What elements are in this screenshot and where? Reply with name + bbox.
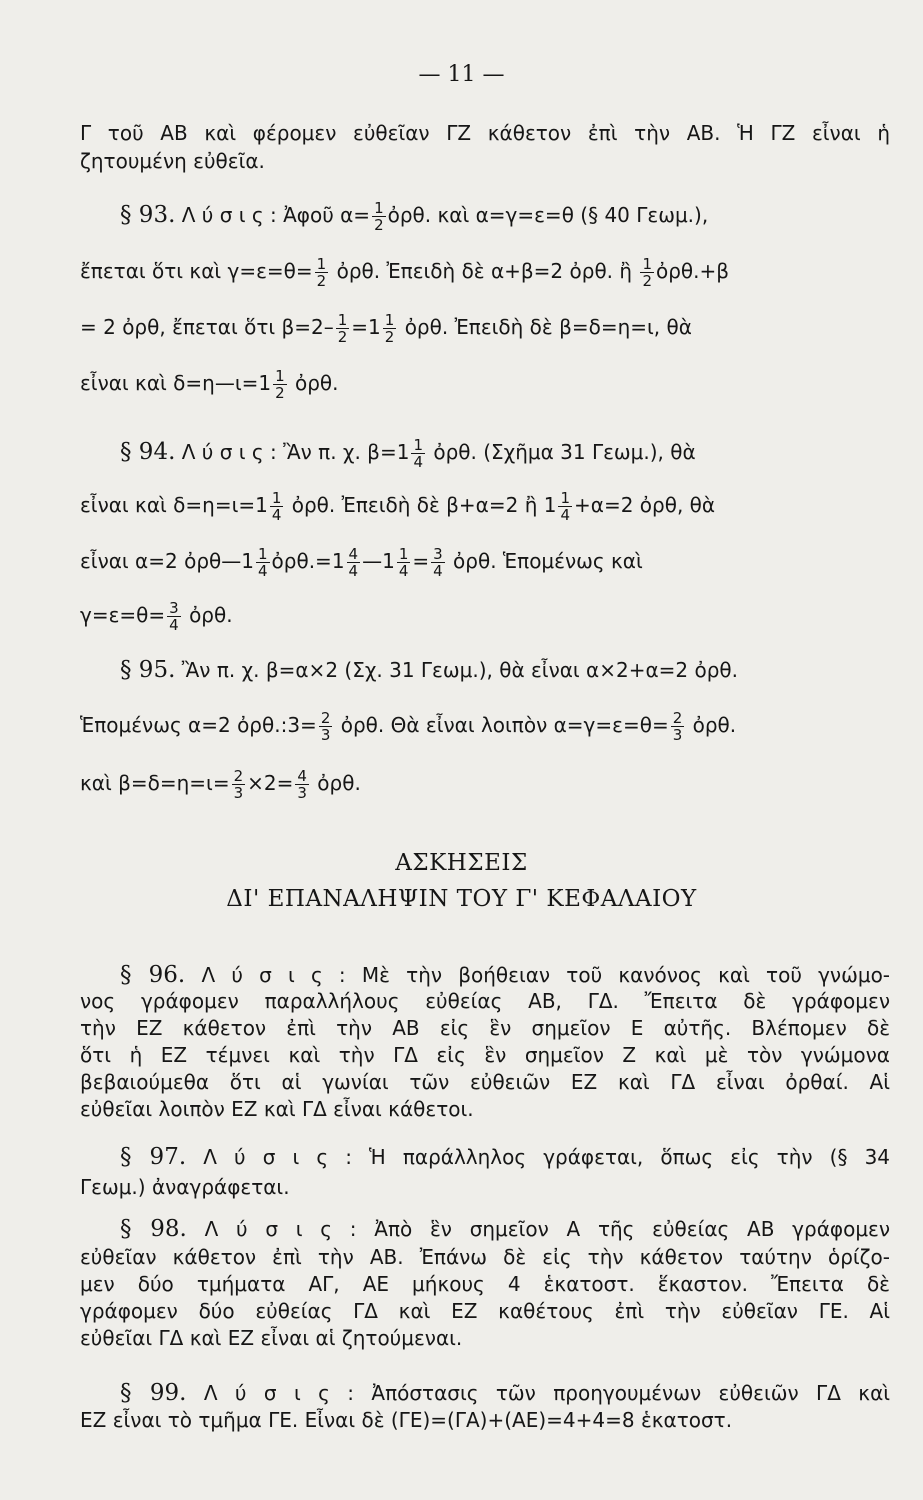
text-span: ὀρθ. Ἐπειδὴ δὲ α+β=2 ὀρθ. ἢ [336,259,633,283]
paragraph-99-line-1 [80,1380,890,1406]
text-span: Ἂν π. χ. β=α×2 (Σχ. 31 Γεωμ.), θὰ εἶναι α×2+α=2 ὀρθ. [181,658,739,682]
paragraph-93-line-1 [80,200,890,233]
text-span: Ἂν π. χ. β=1 [283,440,410,464]
paragraph-93-line-4 [80,368,890,401]
text-span: Μὲ τὴν βοήθειαν τοῦ κανόνος καὶ τοῦ γνώμο- [361,963,890,987]
fraction: $\frac{1}{2}$ [316,256,327,289]
text-span: =1 [351,315,381,339]
exercises-subheading: ΔΙ' ΕΠΑΝΑΛΗΨΙΝ ΤΟΥ Γ' ΚΕΦΑΛΑΙΟΥ [226,886,697,912]
text-line: νος γράφομεν παραλλήλους εὐθείας ΑΒ, ΓΔ. Ἔπειτα δὲ γράφομεν [80,989,890,1013]
text-span: ὀρθ. (Σχῆμα 31 Γεωμ.), θὰ [433,440,696,464]
fraction: $\frac{1}{2}$ [374,200,384,233]
section-number: § 99. [120,1380,187,1406]
fraction: $\frac{3}{4}$ [433,546,443,579]
text-span: Ἡ παράλληλος γράφεται, ὅπως εἰς τὴν (§ 34 [369,1145,890,1169]
text-line: Γεωμ.) ἀναγράφεται. [80,1175,290,1199]
paragraph-94-line-2 [80,490,890,523]
text-line: τὴν ΕΖ κάθετον ἐπὶ τὴν ΑΒ εἰς ἓν σημεῖον Ε αὐτῆς. Βλέπομεν δὲ [80,1016,890,1040]
text-span: ὀρθ. Ἐπειδὴ δὲ β+α=2 ἢ 1 [291,493,557,517]
text-span: ὀρθ.+β [655,259,730,283]
text-line: γράφομεν δύο εὐθείας ΓΔ καὶ ΕΖ καθέτους ἐπὶ τὴν εὐθεῖαν ΓΕ. Αἱ [80,1299,890,1323]
fraction: $\frac{1}{2}$ [275,368,285,401]
solution-label: Λ ύ σ ι ς : [203,1145,352,1169]
fraction: $\frac{1}{2}$ [642,256,652,289]
solution-label: Λ ύ σ ι ς : [181,440,277,464]
page-number: — 11 — [418,62,505,87]
fraction: $\frac{1}{4}$ [398,546,409,579]
text-line: ΕΖ εἶναι τὸ τμῆμα ΓΕ. Εἶναι δὲ (ΓΕ)=(ΓΑ)+(ΑΕ)=4+4=8 ἑκατοστ. [80,1408,733,1432]
text-span: γ=ε=θ= [80,603,166,627]
text-span: ὀρθ. [189,603,233,627]
text-line: μεν δύο τμήματα ΑΓ, ΑΕ μήκους 4 ἑκατοστ. ἕκαστον. Ἔπειτα δὲ [80,1272,890,1296]
text-span: καὶ β=δ=η=ι= [80,771,230,795]
section-number: § 94. [120,439,176,465]
paragraph-95-line-2 [80,710,890,743]
solution-label: Λ ύ σ ι ς : [203,1381,355,1405]
text-line: βεβαιούμεθα ὅτι αἱ γωνίαι τῶν εὐθειῶν ΕΖ καὶ ΓΔ εἶναι ὀρθαί. Αἱ [80,1070,890,1094]
paragraph-97-line-1 [80,1144,890,1170]
section-number: § 96. [120,962,186,988]
text-span: ὀρθ. [294,371,339,395]
paragraph-94-line-4 [80,600,890,633]
text-span: εἶναι καὶ δ=η—ι=1 [80,371,272,395]
section-number: § 93. [120,202,176,228]
text-span: ὀρθ. Ἐπειδὴ δὲ β=δ=η=ι, θὰ [404,315,692,339]
text-line: εὐθεῖαι ΓΔ καὶ ΕΖ εἶναι αἱ ζητούμεναι. [80,1326,463,1350]
solution-label: Λ ύ σ ι ς : [204,1217,357,1241]
fraction: $\frac{1}{4}$ [257,546,268,579]
fraction: $\frac{2}{3}$ [233,768,244,801]
solution-label: Λ ύ σ ι ς : [201,963,346,987]
text-span: εἶναι α=2 ὀρθ—1 [80,549,254,573]
fraction: $\frac{4}{4}$ [348,546,359,579]
section-number: § 98. [120,1216,187,1242]
text-span: ×2= [247,771,294,795]
text-span: = [412,549,430,573]
text-span: ὀρθ. [317,771,361,795]
text-span: ὀρθ. [692,713,737,737]
paragraph-98-line-1 [80,1216,890,1242]
text-span: Ἀφοῦ α= [283,203,371,227]
text-span: —1 [362,549,395,573]
text-line: εὐθεῖαι λοιπὸν ΕΖ καὶ ΓΔ εἶναι κάθετοι. [80,1097,474,1121]
text-span: ὀρθ. καὶ α=γ=ε=θ (§ 40 Γεωμ.), [387,203,709,227]
fraction: $\frac{2}{3}$ [320,710,331,743]
exercises-heading: ΑΣΚΗΣΕΙΣ [395,850,528,876]
fraction: $\frac{1}{4}$ [271,490,282,523]
text-span: Ἑπομένως α=2 ὀρθ.:3= [80,713,317,737]
fraction: $\frac{2}{3}$ [672,710,683,743]
fraction: $\frac{1}{4}$ [413,437,423,470]
fraction: $\frac{1}{2}$ [384,312,395,345]
paragraph-94-line-3 [80,546,890,579]
paragraph-95-line-3 [80,768,890,801]
text-line: εὐθεῖαν κάθετον ἐπὶ τὴν ΑΒ. Ἐπάνω δὲ εἰς τὴν κάθετον ταύτην ὁρίζο- [80,1245,890,1269]
text-span: = 2 ὀρθ, ἔπεται ὅτι β=2– [80,315,334,339]
fraction: $\frac{1}{4}$ [560,490,570,523]
fraction: $\frac{3}{4}$ [169,600,179,633]
text-line: Γ τοῦ ΑΒ καὶ φέρομεν εὐθεῖαν ΓΖ κάθετον ἐπὶ τὴν ΑΒ. Ἡ ΓΖ εἶναι ἡ [80,121,890,145]
text-span: ὀρθ.=1 [271,549,345,573]
section-number: § 95. [120,657,176,683]
text-span: εἶναι καὶ δ=η=ι=1 [80,493,268,517]
text-line: ὅτι ἡ ΕΖ τέμνει καὶ τὴν ΓΔ εἰς ἓν σημεῖον Ζ καὶ μὲ τὸν γνώμονα [80,1043,890,1067]
section-number: § 97. [120,1144,187,1170]
paragraph-93-line-2 [80,256,890,289]
paragraph-93-line-3 [80,312,890,345]
paragraph-94-line-1 [80,437,890,470]
text-span: Ἀπόστασις τῶν προηγουμένων εὐθειῶν ΓΔ καὶ [371,1381,890,1405]
text-span: +α=2 ὀρθ, θὰ [574,493,716,517]
text-line: ζητουμένη εὐθεῖα. [80,149,265,173]
text-span: ὀρθ. Θὰ εἶναι λοιπὸν α=γ=ε=θ= [340,713,669,737]
text-span: Ἀπὸ ἓν σημεῖον Α τῆς εὐθείας ΑΒ γράφομεν [374,1217,890,1241]
text-span: ἔπεται ὅτι καὶ γ=ε=θ= [80,259,313,283]
text-span: ὀρθ. Ἑπομένως καὶ [453,549,643,573]
paragraph-96-line-1 [80,962,890,988]
fraction: $\frac{4}{3}$ [297,768,307,801]
paragraph-95-line-1 [80,657,890,683]
fraction: $\frac{1}{2}$ [337,312,348,345]
solution-label: Λ ύ σ ι ς : [181,203,277,227]
